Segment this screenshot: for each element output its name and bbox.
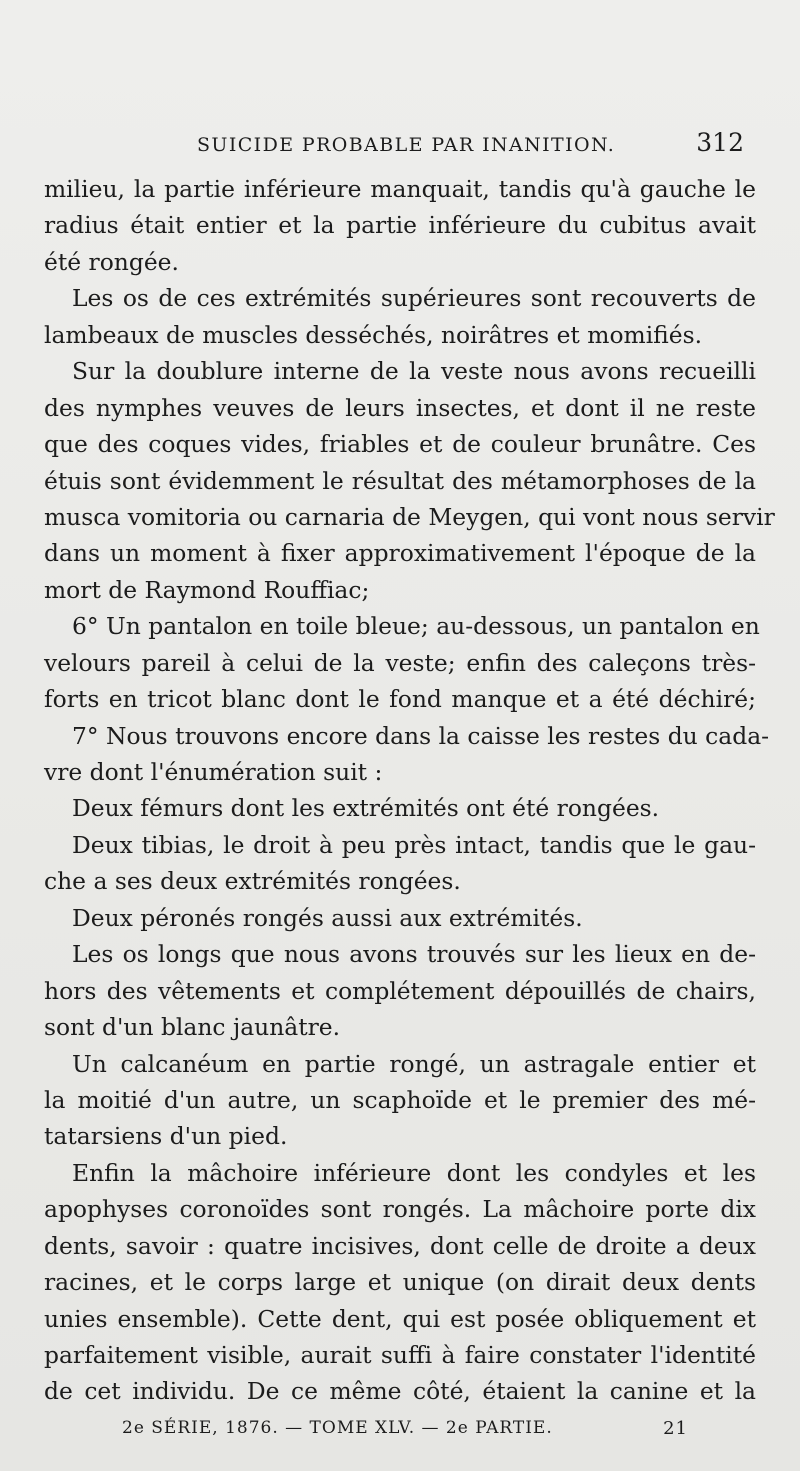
- text-line: Deux tibias, le droit à peu près intact, tandis que le gau-: [72, 830, 756, 859]
- text-line: Un calcanéum en partie rongé, un astragale entier et: [72, 1049, 756, 1078]
- text-line: parfaitement visible, aurait suffi à faire constater l'identité: [44, 1341, 756, 1369]
- text-line: Deux péronés rongés aussi aux extrémités.: [72, 903, 583, 932]
- text-line: que des coques vides, friables et de couleur brunâtre. Ces: [44, 430, 756, 459]
- text-line: radius était entier et la partie inférieure du cubitus avait: [44, 211, 756, 240]
- text-line: Les os de ces extrémités supérieures sont recouverts de: [72, 284, 756, 313]
- text-line: tatarsiens d'un pied.: [44, 1122, 288, 1151]
- text-line: sont d'un blanc jaunâtre.: [44, 1013, 341, 1042]
- text-line: milieu, la partie inférieure manquait, tandis qu'à gauche le: [44, 175, 756, 203]
- page-header: [44, 128, 756, 164]
- text-line: hors des vêtements et complétement dépouillés de chairs,: [44, 976, 756, 1005]
- text-line: racines, et le corps large et unique (on dirait deux dents: [44, 1268, 756, 1297]
- text-line: velours pareil à celui de la veste; enfin des caleçons très-: [44, 648, 756, 677]
- text-line: Sur la doublure interne de la veste nous avons recueilli: [72, 357, 756, 386]
- text-line: musca vomitoria ou carnaria de Meygen, qui vont nous servir: [44, 502, 775, 531]
- text-line: che a ses deux extrémités rongées.: [44, 867, 461, 896]
- text-line: été rongée.: [44, 247, 179, 276]
- text-line: 6° Un pantalon en toile bleue; au-dessous, un pantalon en: [72, 612, 760, 641]
- text-line: Deux fémurs dont les extrémités ont été rongées.: [72, 794, 660, 823]
- text-line: dents, savoir : quatre incisives, dont celle de droite a deux: [44, 1231, 756, 1260]
- text-line: 7° Nous trouvons encore dans la caisse les restes du cada-: [72, 721, 770, 750]
- text-line: lambeaux de muscles desséchés, noirâtres et momifiés.: [44, 320, 703, 349]
- body-text: [44, 171, 775, 1410]
- text-line: de cet individu. De ce même côté, étaient la canine et la: [44, 1377, 756, 1406]
- text-line: apophyses coronoïdes sont rongés. La mâchoire porte dix: [44, 1195, 756, 1224]
- text-line: forts en tricot blanc dont le fond manque et a été déchiré;: [44, 685, 756, 714]
- printer-signature: 2e SÉRIE, 1876. — TOME XLV. — 2e PARTIE.: [122, 1418, 553, 1438]
- page-number: 312: [696, 128, 744, 157]
- text-line: étuis sont évidemment le résultat des métamorphoses de la: [44, 466, 756, 495]
- text-line: Les os longs que nous avons trouvés sur les lieux en de-: [72, 940, 756, 969]
- text-line: des nymphes veuves de leurs insectes, et dont il ne reste: [44, 393, 756, 422]
- text-line: la moitié d'un autre, un scaphoïde et le premier des mé-: [44, 1085, 756, 1114]
- text-line: mort de Raymond Rouffiac;: [44, 575, 370, 604]
- text-line: dans un moment à fixer approximativement l'époque de la: [44, 539, 756, 568]
- sheet-number: 21: [663, 1418, 688, 1439]
- page-footer: [44, 1418, 756, 1448]
- text-line: unies ensemble). Cette dent, qui est posée obliquement et: [44, 1304, 756, 1333]
- text-line: Enfin la mâchoire inférieure dont les condyles et les: [72, 1158, 756, 1187]
- text-line: vre dont l'énumération suit :: [44, 758, 383, 786]
- running-title: SUICIDE PROBABLE PAR INANITION.: [197, 134, 616, 156]
